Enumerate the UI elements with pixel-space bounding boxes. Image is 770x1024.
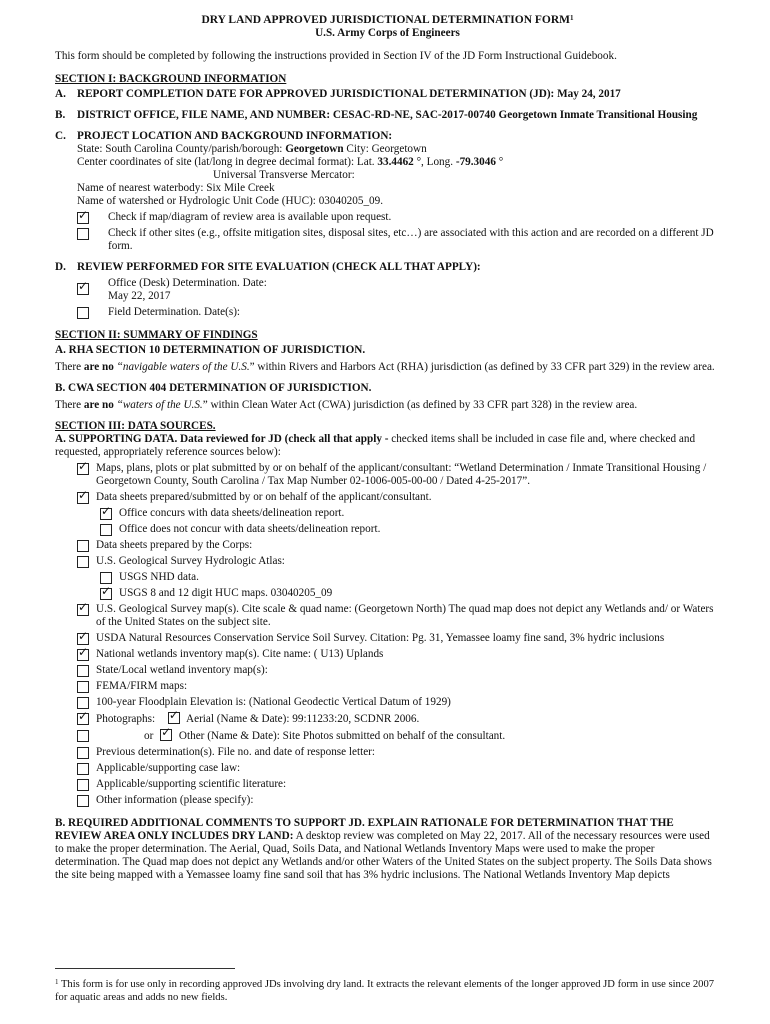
section-2b-body: There are no “waters of the U.S.” within Clean Water Act (CWA) jurisdiction (as defined by 33 CFR part 328) in the review area.	[55, 399, 638, 411]
data-source-checkbox[interactable]	[77, 763, 89, 775]
data-source-label: Applicable/supporting case law:	[96, 762, 241, 774]
data-source-item	[55, 462, 720, 488]
check-map-checkbox[interactable]	[77, 212, 89, 224]
data-sources-list-2	[55, 746, 720, 807]
data-source-checkbox[interactable]	[77, 795, 89, 807]
data-source-item	[55, 762, 720, 775]
data-source-checkbox[interactable]	[77, 665, 89, 677]
section-3-heading: SECTION III: DATA SOURCES.	[55, 420, 216, 432]
data-source-item	[55, 746, 720, 759]
data-source-item	[55, 664, 720, 677]
section-3b-body: B. REQUIRED ADDITIONAL COMMENTS TO SUPPORT JD. EXPLAIN RATIONALE FOR DETERMINATION THAT THE REVIEW AREA ONLY INCLUDES DRY LAND: A desktop review was completed on May 22, 2017. All of the necessary resources were used to make the proper determination. The Aerial, Quad, Soils Data, and National Wetlands Inventory Maps were used to make the proper determination. The Quad map does not depict any Wetlands and/or other Waters of the United States on the subject property. The Soils Data shows the site being mapped with a Yemassee loamy fine sand soil that has 3% hydric inclusions. The National Wetlands Inventory Map depicts	[55, 817, 712, 881]
section-1a: A. REPORT COMPLETION DATE FOR APPROVED JURISDICTIONAL DETERMINATION (JD): May 24, 2017	[55, 88, 621, 100]
office-determination-row: ✓ Office (Desk) Determination. Date: May 22, 2017	[77, 277, 720, 303]
data-source-label: Data sheets prepared/submitted by or on behalf of the applicant/consultant.	[96, 491, 432, 503]
other-photo-row: or ✓ Other (Name & Date): Site Photos submitted on behalf of the consultant.	[55, 729, 720, 743]
section-2-heading: SECTION II: SUMMARY OF FINDINGS	[55, 329, 258, 341]
data-source-item	[55, 507, 720, 520]
check-other-checkbox[interactable]	[77, 228, 89, 240]
data-source-label: Maps, plans, plots or plat submitted by or on behalf of the applicant/consultant: “Wetland Determination / Inmate Transitional Housing / Georgetown County, South Carolina / Tax Map Number 02-1006-005-00-00 / Dated 4-25-2017”.	[96, 462, 707, 487]
data-source-checkbox[interactable]	[77, 747, 89, 759]
data-source-item	[55, 632, 720, 645]
field-determination-row: Field Determination. Date(s):	[77, 306, 720, 319]
data-source-checkbox[interactable]	[100, 524, 112, 536]
data-source-item	[55, 587, 720, 600]
form-page	[55, 14, 720, 882]
data-source-label: U.S. Geological Survey Hydrologic Atlas:	[96, 555, 285, 567]
watershed-line: Name of watershed or Hydrologic Unit Code (HUC): 03040205_09.	[77, 195, 384, 207]
data-source-checkbox[interactable]	[77, 492, 89, 504]
data-source-checkbox[interactable]	[77, 463, 89, 475]
data-source-checkbox[interactable]	[77, 540, 89, 552]
data-source-checkbox[interactable]	[77, 649, 89, 661]
data-source-checkbox[interactable]	[100, 588, 112, 600]
data-source-checkbox[interactable]	[77, 633, 89, 645]
data-source-checkbox[interactable]	[77, 779, 89, 791]
check-other-row: Check if other sites (e.g., offsite mitigation sites, disposal sites, etc…) are associated with this action and are recorded on a different JD form.	[77, 227, 720, 253]
data-source-checkbox[interactable]	[77, 604, 89, 616]
section-2b-heading: B. CWA SECTION 404 DETERMINATION OF JURISDICTION.	[55, 382, 372, 394]
utm-line: Universal Transverse Mercator:	[213, 169, 355, 181]
project-location-block	[55, 143, 720, 253]
data-source-item	[55, 696, 720, 709]
data-source-label: USGS NHD data.	[119, 571, 199, 583]
data-source-label: Previous determination(s). File no. and date of response letter:	[96, 746, 375, 758]
form-subtitle: U.S. Army Corps of Engineers	[315, 27, 460, 39]
data-source-label: USDA Natural Resources Conservation Service Soil Survey. Citation: Pg. 31, Yemassee loamy fine sand, 3% hydric inclusions	[96, 632, 665, 644]
section-3a-intro: A. SUPPORTING DATA. Data reviewed for JD (check all that apply - checked items shall be included in case file and, where checked and requested, appropriately reference sources below):	[55, 433, 696, 458]
data-source-checkbox[interactable]	[77, 556, 89, 568]
data-source-label: 100-year Floodplain Elevation is: (National Geodectic Vertical Datum of 1929)	[96, 696, 451, 708]
office-date: May 22, 2017	[108, 290, 171, 302]
section-1d: D. REVIEW PERFORMED FOR SITE EVALUATION (CHECK ALL THAT APPLY):	[55, 261, 481, 273]
photographs-checkbox[interactable]	[77, 713, 89, 725]
data-source-checkbox[interactable]	[77, 681, 89, 693]
data-source-item	[55, 539, 720, 552]
waterbody-line: Name of nearest waterbody: Six Mile Creek	[77, 182, 275, 194]
data-source-checkbox[interactable]	[100, 572, 112, 584]
data-source-label: Office does not concur with data sheets/delineation report.	[119, 523, 381, 535]
photographs-row: ✓ Photographs: ✓ Aerial (Name & Date): 99:11233:20, SCDNR 2006.	[55, 712, 720, 726]
aerial-checkbox[interactable]	[168, 712, 180, 724]
data-source-label: Applicable/supporting scientific literature:	[96, 778, 287, 790]
other-photo-outer-checkbox[interactable]	[77, 730, 89, 742]
data-source-item	[55, 603, 720, 629]
footnote-divider	[55, 968, 235, 969]
data-source-item	[55, 491, 720, 504]
office-determination-checkbox[interactable]	[77, 283, 89, 295]
data-source-item	[55, 523, 720, 536]
data-source-label: Office concurs with data sheets/delineation report.	[119, 507, 345, 519]
section-2a-body: There are no “navigable waters of the U.S.” within Rivers and Harbors Act (RHA) jurisdiction (as defined by 33 CFR part 329) in the review area.	[55, 361, 715, 373]
data-source-item	[55, 555, 720, 568]
section-1c: C. PROJECT LOCATION AND BACKGROUND INFORMATION:	[55, 130, 393, 142]
data-source-label: Data sheets prepared by the Corps:	[96, 539, 253, 551]
data-source-item	[55, 680, 720, 693]
data-source-label: Other information (please specify):	[96, 794, 254, 806]
data-sources-list	[55, 462, 720, 709]
data-source-item	[55, 571, 720, 584]
data-source-item	[55, 778, 720, 791]
section-2a-heading: A. RHA SECTION 10 DETERMINATION OF JURISDICTION.	[55, 344, 366, 356]
intro-text: This form should be completed by following the instructions provided in Section IV of the JD Form Instructional Guidebook.	[55, 50, 617, 62]
data-source-label: FEMA/FIRM maps:	[96, 680, 188, 692]
section-1b: B. DISTRICT OFFICE, FILE NAME, AND NUMBER: CESAC-RD-NE, SAC-2017-00740 Georgetown Inmate Transitional Housing	[55, 109, 698, 121]
other-photo-checkbox[interactable]	[160, 729, 172, 741]
coordinates-line: Center coordinates of site (lat/long in degree decimal format): Lat. 33.4462 °, Long. -79.3046 °	[77, 156, 504, 168]
data-source-checkbox[interactable]	[77, 697, 89, 709]
form-title: DRY LAND APPROVED JURISDICTIONAL DETERMINATION FORM$^1$	[201, 14, 574, 26]
footnote-ref: 1	[570, 14, 574, 22]
check-map-row: ✓ Check if map/diagram of review area is available upon request.	[77, 211, 720, 224]
footnote: $^1$ This form is for use only in recording approved JDs involving dry land. It extracts the relevant elements of the longer approved JD form in use since 2007 for aquatic areas and adds no new fields.	[55, 978, 715, 1003]
data-source-item	[55, 794, 720, 807]
data-source-label: National wetlands inventory map(s). Cite name: ( U13) Uplands	[96, 648, 384, 660]
data-source-label: U.S. Geological Survey map(s). Cite scale & quad name: (Georgetown North) The quad map does not depict any Wetlands and/ or Waters of the United States on the subject site.	[96, 603, 714, 628]
field-determination-checkbox[interactable]	[77, 307, 89, 319]
data-source-label: USGS 8 and 12 digit HUC maps. 03040205_09	[119, 587, 333, 599]
state-county-line: State: South Carolina County/parish/borough: Georgetown City: Georgetown	[77, 143, 427, 155]
section-1-heading: SECTION I: BACKGROUND INFORMATION	[55, 73, 287, 85]
review-block	[55, 277, 720, 319]
data-source-item	[55, 648, 720, 661]
data-source-label: State/Local wetland inventory map(s):	[96, 664, 268, 676]
data-source-checkbox[interactable]	[100, 508, 112, 520]
